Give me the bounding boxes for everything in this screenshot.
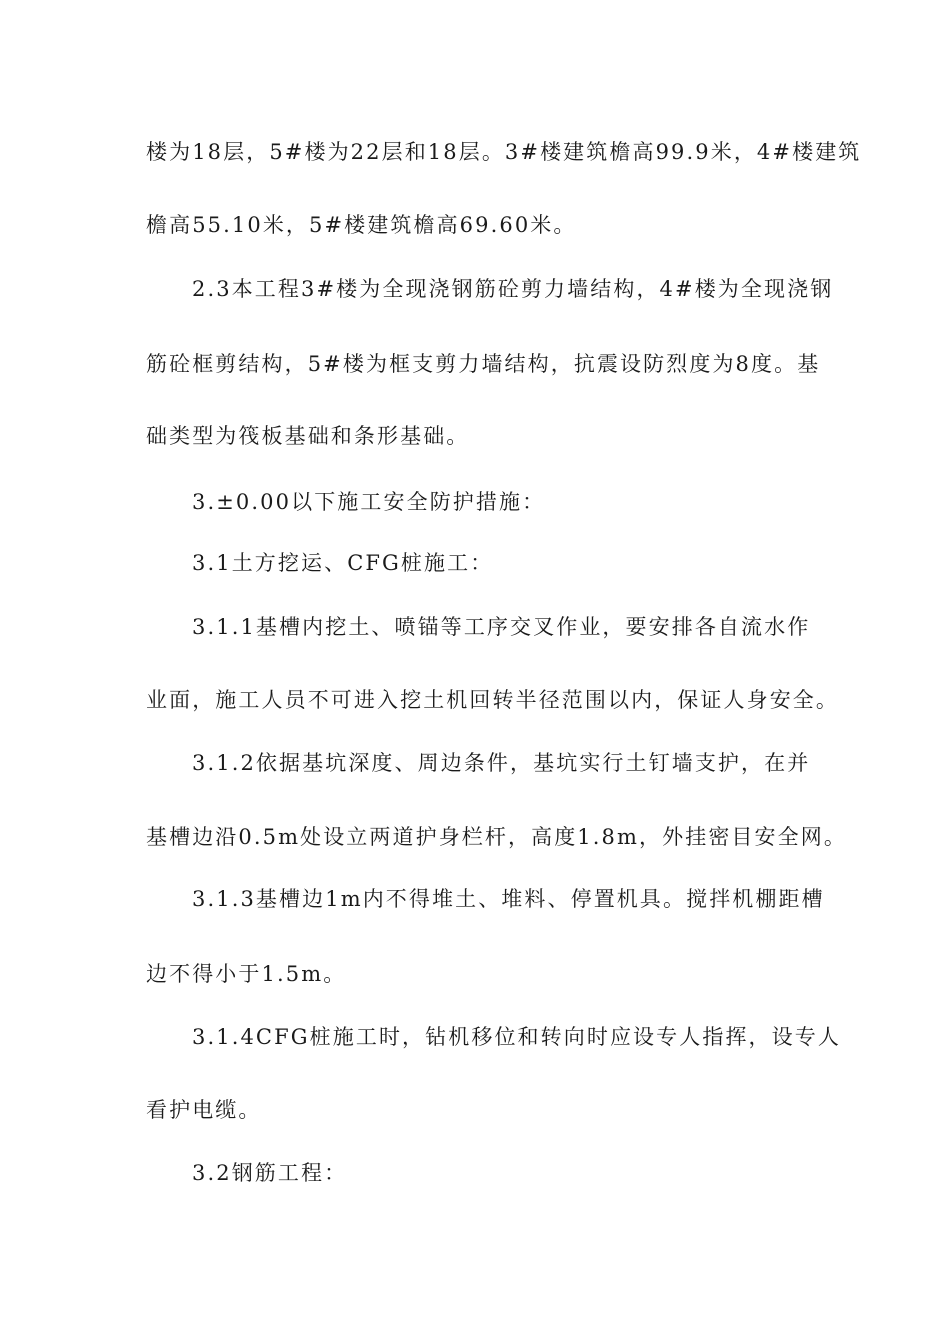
paragraph-line: 看护电缆。: [146, 1098, 262, 1122]
paragraph-line: 2.3本工程3#楼为全现浇钢筋砼剪力墙结构，4#楼为全现浇钢: [192, 277, 834, 301]
paragraph-line: 3.1.4CFG桩施工时，钻机移位和转向时应设专人指挥，设专人: [192, 1025, 841, 1049]
paragraph-line: 3.1.1基槽内挖土、喷锚等工序交叉作业，要安排各自流水作: [192, 615, 811, 639]
paragraph-line: 边不得小于1.5m。: [146, 962, 347, 986]
paragraph-line: 筋砼框剪结构，5#楼为框支剪力墙结构，抗震设防烈度为8度。基: [146, 352, 821, 376]
section-heading: 3.±0.00以下施工安全防护措施：: [192, 490, 546, 514]
paragraph-line: 业面，施工人员不可进入挖土机回转半径范围以内，保证人身安全。: [146, 688, 839, 712]
paragraph-line: 基槽边沿0.5m处设立两道护身栏杆，高度1.8m，外挂密目安全网。: [146, 825, 847, 849]
paragraph-line: 楼为18层，5#楼为22层和18层。3#楼建筑檐高99.9米，4#楼建筑: [146, 140, 862, 164]
paragraph-line: 3.1.3基槽边1m内不得堆土、堆料、停置机具。搅拌机棚距槽: [192, 887, 825, 911]
paragraph-line: 3.1.2依据基坑深度、周边条件，基坑实行土钉墙支护，在并: [192, 751, 811, 775]
section-heading: 3.1土方挖运、CFG桩施工：: [192, 551, 494, 575]
paragraph-line: 檐高55.10米，5#楼建筑檐高69.60米。: [146, 213, 577, 237]
paragraph-line: 础类型为筏板基础和条形基础。: [146, 424, 470, 448]
section-heading: 3.2钢筋工程：: [192, 1161, 348, 1185]
